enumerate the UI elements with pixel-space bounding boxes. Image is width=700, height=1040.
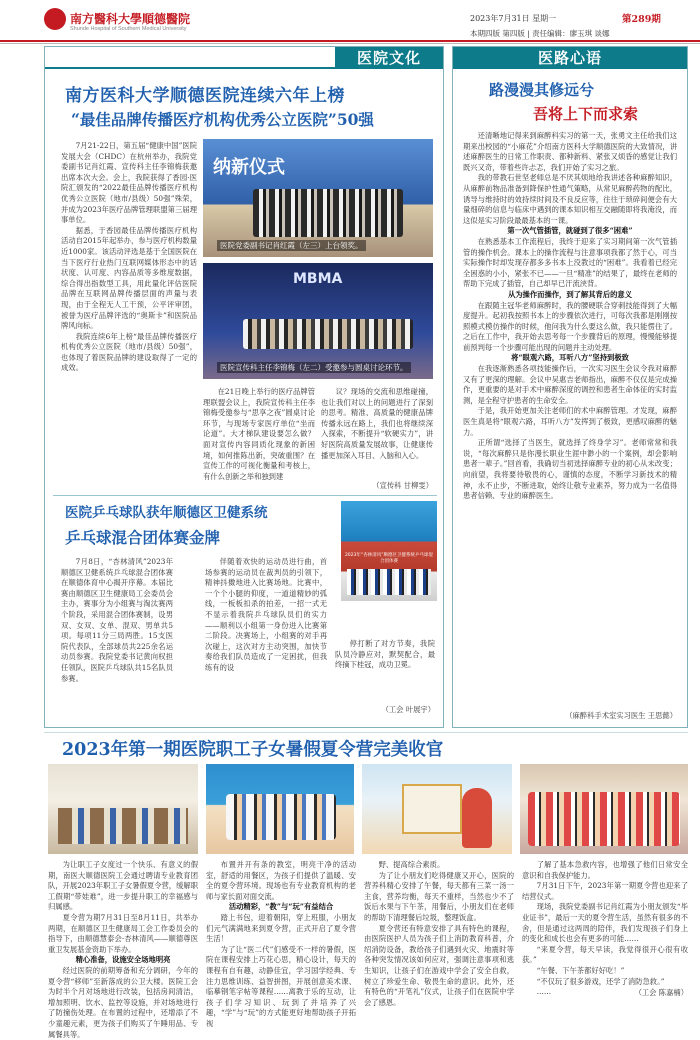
- issue-number: 第289期: [622, 14, 661, 25]
- article-paragraph: 7月31日下午，2023年第一期夏令营也迎来了结营仪式。: [522, 881, 688, 901]
- issue-date: 2023年7月31日 星期一: [470, 14, 557, 23]
- medical-heart-panel: [452, 46, 688, 728]
- article-paragraph: “午餐、下午茶都好好吃！”: [536, 965, 625, 975]
- panel-people: [243, 319, 413, 349]
- article-col-2: [203, 387, 315, 507]
- award-people: [253, 189, 403, 237]
- article-paragraph: 为了让“医二代”们感受不一样的暑假，医院在课程安排上巧花心思，精心设计，每天的课程有自有趣，动静佳宜，学习国学经典、专注力思维训练、益智拼图，开展创意美术课、临摹钢笔字帖等课程……离教于乐的互动，让孩子们学习知识、玩到了并培养了兴趣，“学”与“玩”的方式能更好地帮助孩子开拓视: [206, 944, 356, 1028]
- article-paragraph: 还清晰地记得来到麻醉科实习的第一天，张勇文主任给我们这期来出校园的“小麻花”介绍南方医科大学顺德医院的大致情况，讲述麻醉医生的日常工作职责、都种新料、紧张又烦昏的感觉让我们既兴又奇，带着些许忐忑，我们开始了实习之旅。: [463, 131, 677, 172]
- graduation-group: [528, 792, 680, 846]
- section-tab-heart: 医路心语: [453, 47, 687, 69]
- article2-col-3: [335, 639, 435, 699]
- header-rule-thin: [0, 43, 700, 44]
- article-title-line2: “最佳品牌传播医疗机构优秀公立医院”50强: [71, 110, 374, 129]
- article-paragraph: 踏上书包，迎着朝阳，穿上班服，小朋友们元气满满地来到夏令营，正式开启了夏令营生活！: [206, 912, 356, 944]
- child-drawing: [402, 784, 462, 834]
- panel-photo: [203, 263, 433, 379]
- article-title-line1: 南方医科大学顺德医院连续六年上榜: [65, 86, 345, 106]
- section-bar: [45, 67, 335, 69]
- essay-body: [463, 131, 677, 709]
- camp-photo-2: [206, 764, 354, 854]
- article-paragraph: 在跟随主冠华老师麻醉时，我的腰硬联合穿刺技能得到了大幅度提升。起初我按照书本上的步骤依次进行，可每次我都是刚刚按照模式模仿操作的时候，他问我为什么要这么做，我只能愣住了。之后在工作中，我开始去思考每一个步骤背后的原理，慢慢能够提前预判每一个步骤可能出现的问题并主动处理。: [463, 300, 677, 352]
- essay-byline: （麻醉科手术室实习医生 王思懿）: [565, 711, 677, 720]
- panel-stage-text: MBMA: [293, 271, 343, 287]
- article2-byline: （工会 叶展宇）: [381, 705, 435, 714]
- article-paragraph: 7月8日，“杏林清风”2023年顺德区卫健系统乒乓球混合团体赛在顺德体育中心揭开序幕。本届比赛由顺德区卫生健康局工会委员会主办，赛事分为小组赛与淘汰赛两个阶段，采用混合团体赛制，设男双、女双、女单、混双、男单共5项。每项11分三局两胜。15支医院代表队，全部球员共225余名运动员参赛。我院党委书记黄向权担任领队，医院乒乓球队共15名队员参赛。: [61, 557, 173, 683]
- article-paragraph: 为了让小朋友们吃得健康又开心，医院的营养科精心安排了午餐，每天都有三菜一汤一主食，营养均衡，每天不重样，当然也少不了饭后水果与下午茶，用餐后，小朋友们在老师的帮助下清理餐后垃圾，整理饭盒。: [364, 870, 514, 922]
- panel-photo-caption: 医院宣传科主任李锦梅（左二）受邀参与圆桌讨论环节。: [217, 362, 411, 373]
- article-paragraph: 我院连续6年上榜“最佳品牌传播医疗机构优秀公立医院（地市/县级）50强”，也体现了着医院品牌的建设取得了一定的成效。: [61, 331, 197, 373]
- article-paragraph: 布置并开有条的教室，明亮干净的活动室，舒适的用餐区，为孩子们提供了温暖、安全的夏令营环境。现场也有专业教育机构的老师与家长面对面交流。: [206, 860, 356, 901]
- section-subheading: 第一次气管插管，就碰到了很多“困难”: [507, 226, 633, 236]
- article-paragraph: 于是，我开始更加关注老师们的术中麻醉管理。才发现，麻醉医生真是将“眼观六路，耳听八方”发挥到了极致，更感叹麻醉的魅力。: [463, 406, 677, 437]
- bottom-article-title: 2023年第一期医院职工子女暑假夏令营完美收官: [62, 740, 444, 760]
- article-paragraph: 议？现场的交流和思维碰撞，也让我们对以上的问题进行了深刻的思考。精准、高质量的健康品牌传播永远在路上，我们也将继续深入探索，不断提升“软硬实力”，讲好医院高质量发展故事，让健康传播更加深入耳目、入脑和入心。: [321, 387, 433, 460]
- article-paragraph: 在21日晚上举行的医疗品牌管理联盟会议上，我院宣传科主任李锦梅受邀参与“思享之夜”圆桌讨论环节，与现场专家医疗单位“坐而论道”。大才梯队建设要怎么做？面对宣传内容同质化现象的新困境，如何推陈出新，突破重围？在宣传工作的可视化衡量和考核上，有什么创新之举和独到建: [203, 387, 315, 481]
- children-group: [226, 794, 336, 840]
- article-paragraph: 为让职工子女度过一个快乐、有意义的假期，南医大顺德医院工会通过聘请专业教育团队，开展2023年职工子女暑假夏令营，缓解职工假期“带娃难”，进一步提升职工的幸福感与归属感。: [48, 860, 198, 912]
- table-tennis-banner-text: 2023年“杏林清风”顺德区卫健系统乒乓球混合团体赛: [344, 553, 434, 564]
- article-paragraph: “来夏令营，每天早读，我觉得很开心很有收获。”: [522, 944, 688, 965]
- hospital-logo-icon: [44, 8, 66, 30]
- camp-photo-3: [362, 764, 512, 854]
- award-photo: [203, 139, 433, 257]
- hospital-culture-panel: [44, 46, 444, 728]
- article-paragraph: 了解了基本急救内容，也增强了他们日常安全意识和自我保护能力。: [522, 860, 688, 880]
- award-photo-caption: 医院党委副书记肖红霞（左三）上台领奖。: [217, 240, 366, 251]
- article-paragraph: 我的带教石世坚老师总是不厌其烦地给我讲述各种麻醉知识，从麻醉前物品准备到降保护性通气策略，从常见麻醉药物的配比，诱导与维持时的效持续时间及不良反应等，往往于琐碎间便会有大量细碎的信息与临床中遇到的课本知识相互交融随即将我淹没，而这似是实习阶段最最基本的一课。: [463, 173, 677, 225]
- bottom-col-2: [206, 860, 356, 1028]
- article-paragraph: 正所谓“选择了当医生，就选择了终身学习”。老师常常和我说，“每次麻醉只是你漫长职业生涯中渺小的一个案例，却会影响患者一辈子。”回首看，我确切当初选择麻醉专业的初心从未改变；向前望，我将要待敬畏的心，谨慎的态度，不断学习新技术的精神，永不止步，不断进取，始终让敬专业素养，努力成为一名值得患者信赖、专业的麻醉医生。: [463, 438, 677, 501]
- article-paragraph: 伴随着欢快的运动员进行曲，首场参赛的运动员在裁判员的引领下，精神抖擞地进入比赛场地。比赛中，一个个小腿的仰度，一道道精妙的弧线，一板板扣杀的拍差，一招一式无不显示着我院乒乓球队员们的实力——顺利以小组第一身份进入比赛第二阶段。决赛场上，小组赛的对手再次碰上，这次对方主动突围，加快节奏给我们队员造成了一定困扰，但我练有的设: [205, 557, 327, 672]
- article-paragraph: 停打断了对方节奏，我院队员冷静应对，默契配合，最终摘下桂冠，成功卫冕。: [335, 639, 435, 670]
- article-paragraph: 夏令营为期7月31日至8月11日，共举办两期，在顺德区卫生健康局工会工作委员会的指导下，由顺德慧泰会·杏林清风——顺德尊医重卫发展基金资助下举办。: [48, 912, 198, 954]
- team-group: [347, 569, 431, 595]
- article2-title-line1: 医院乒乓球队获年顺德区卫健系统: [65, 505, 268, 521]
- article2-title-line2: 乒乓球混合团体赛金牌: [65, 528, 221, 547]
- article2-col-1: [61, 557, 173, 717]
- newspaper-name: 南方醫科大學順德醫院: [70, 12, 191, 26]
- table-tennis-photo: [341, 501, 437, 601]
- article-paragraph: ……: [536, 987, 552, 997]
- bottom-divider: [44, 732, 688, 733]
- camp-photo-1: [48, 764, 198, 854]
- article-paragraph: 现场，我院党委副书记肖红霞为小朋友颁发“毕业证书”，最后一天的夏令营生活，虽然有很多的不舍，但是通过这两周的陪伴，我们发现孩子们身上的变化和成长也会有更多的可能……: [522, 902, 688, 944]
- essay-title-line1: 路漫漫其修远兮: [489, 81, 595, 99]
- article-paragraph: 经过医院的前期筹备和充分调研，今年的夏令营“移师”至新落成的公卫大楼。医院工会为时半个月对场地进行改装，包括房间清洁，增加照明、饮水、监控等设施，并对场地进行了防撞伤处理。在布置的过程中，还增添了不少童趣元素，更为孩子们购买了午睡用品、专属餐具等。: [48, 965, 198, 1039]
- newspaper-name-en: Shunde Hospital of Southern Medical University: [70, 26, 187, 32]
- article-paragraph: 在我逐渐熟悉各项技能操作后，一次实习医生会议令我对麻醉又有了更深的理解。会议中吴惠吉老师指出，麻醉不仅仅是完成操作，更重要的是对手术中麻醉深度的调控和患者生命体征的实时监测，是全程守护患者的生命安全。: [463, 364, 677, 405]
- article-paragraph: 据悉，于香园最佳品牌传播医疗机构活动自2015年起举办，参与医疗机构数量近1000家。该活动评选是基于全国医院在当下医疗行业热门互联网媒体形态中的话状度、认可度、内容品质等多维度数据，综合得出指数型工具，用此量化评估医院品牌在互联网品牌传播层面的声量与表现，由于全程无人工干预，公平评审团，被誉为医疗品牌评选的“奥斯卡”和医院品牌风向标。: [61, 225, 197, 331]
- bottom-col-3: [364, 860, 514, 1007]
- essay-title-line2: 吾将上下而求索: [533, 105, 639, 123]
- child-figure: [462, 788, 492, 848]
- article-col-1: [61, 141, 197, 427]
- article-paragraph: “不仅玩了很多游戏，还学了消防急救。”: [536, 976, 665, 986]
- article-paragraph: 野、提高综合素质。: [378, 860, 445, 869]
- section-subheading: 活动精彩，“教”与“玩”有益结合: [228, 902, 334, 912]
- bottom-col-1: [48, 860, 198, 1039]
- article-divider: [53, 495, 437, 496]
- bottom-byline: （工会 陈嘉楠）: [634, 988, 688, 997]
- article2-col-2: [205, 557, 327, 717]
- article-col-3: [321, 387, 433, 477]
- article-paragraph: 夏令营还有特意安排了具有特色的课程，由医院医护人员为孩子们上消防教育科普，介绍消防设备，教给孩子们遇到火灾、地震时等各种突发情况该如何应对，强调注意事项和逃生知识，让孩子们在游戏中学会了安全自救，树立了珍爱生命、敬畏生命的意识。此外，还有特色的“开笔礼”仪式，让孩子们在医院中学会了感恩。: [364, 923, 514, 1007]
- camp-photo-4: [520, 764, 688, 854]
- classroom-desks: [58, 808, 188, 844]
- section-subheading: 精心准备，设施安全场地明亮: [75, 955, 171, 965]
- section-tab-culture: 医院文化: [335, 47, 443, 69]
- award-stage-text: 纳新仪式: [213, 157, 285, 178]
- editor-info: 本期四版 第四版 | 责任编辑：廖玉琪 谈娜: [470, 29, 610, 38]
- article-paragraph: 在熟悉基本工作流程后，我终于迎来了实习期间第一次气管插管的操作机会。课本上的操作流程与注意事项我都了然于心，可当实际操作时却发现存都多多书本上没教过的“困难”。我看着已经完全困惑的小小，紧张不已——一旦“精准”的结果了，最终在老师的帮助下完成了插管，自己却早已汗流浃背。: [463, 236, 677, 289]
- section-subheading: 从为操作而操作，到了解其背后的意义: [507, 289, 633, 299]
- article-paragraph: 7月21-22日，第五届“健康中国”医院发展大会（CHDC）在杭州举办，我院党委副书记肖红霞、宣传科主任李锦梅获邀出席本次大会。会上，我院获得了香园·医院汇颁发的“2022最佳品牌传播医疗机构优秀公立医院（地市/县级）50强”殊荣，并成为2023年医疗品牌管理联盟第三届理事单位。: [61, 141, 197, 225]
- section-subheading: 将“眼观六路，耳听八方”坚持到极致: [511, 353, 629, 363]
- header-rule: [0, 40, 700, 42]
- article-byline: （宣传科 甘柳雯）: [372, 481, 433, 490]
